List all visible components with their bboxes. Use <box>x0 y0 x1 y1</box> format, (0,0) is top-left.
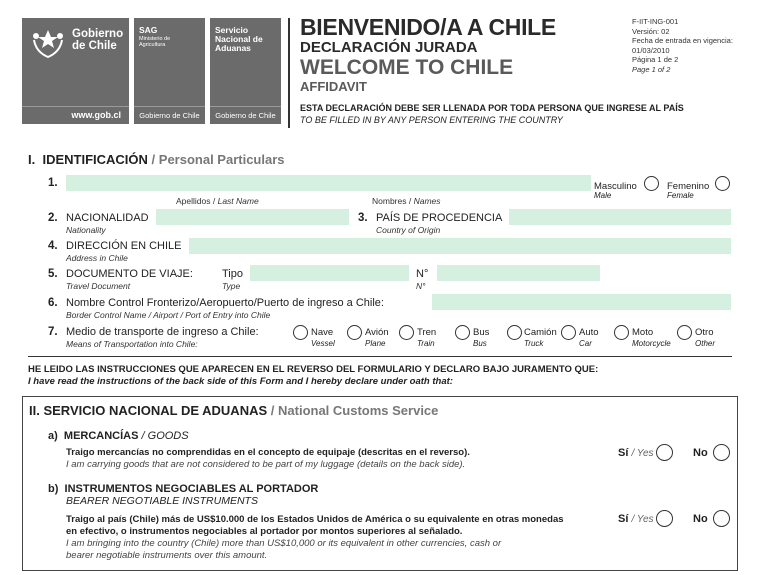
female-label-en: Female <box>667 191 694 200</box>
doc-type-field[interactable] <box>250 265 409 281</box>
page-es: Página 1 de 2 <box>632 55 679 64</box>
address-label-en: Address in Chile <box>66 253 128 263</box>
page-en: Page 1 of 2 <box>632 64 671 74</box>
country-origin-label-en: Country of Origin <box>376 225 441 235</box>
address-label: DIRECCIÓN EN CHILE <box>66 240 182 252</box>
transport-label-train-en: Train <box>417 339 435 348</box>
instruments-text-es-1: Traigo al país (Chile) más de US$10.000 de los Estados Unidos de América o su equivalente en otras monedas <box>66 514 564 525</box>
transport-label-plane: Avión <box>365 327 389 338</box>
instruments-text-en-1: I am bringing into the country (Chile) more than US$10,000 or its equivalent in other currencies, cash or <box>66 538 502 549</box>
aduanas-logo-name: Servicio Nacional de Aduanas <box>215 25 263 53</box>
goods-text-es: Traigo mercancías no comprendidas en el concepto de equipaje (descritas en el reverso). <box>66 447 470 458</box>
row3-number: 3. <box>358 212 368 224</box>
row5-number: 5. <box>48 268 58 280</box>
doc-number-field[interactable] <box>437 265 600 281</box>
transport-radio-other[interactable] <box>677 325 692 340</box>
doc-number-label-en: N° <box>416 281 426 291</box>
instruments-title: b) INSTRUMENTOS NEGOCIABLES AL PORTADOR <box>48 483 319 495</box>
transport-label-car-en: Car <box>579 339 592 348</box>
travel-doc-label: DOCUMENTO DE VIAJE: <box>66 268 193 280</box>
transport-label-plane-en: Plane <box>365 339 386 348</box>
female-label: Femenino <box>667 181 710 192</box>
instruments-no-label: No <box>693 513 708 525</box>
male-label: Masculino <box>594 181 637 192</box>
goods-no-label: No <box>693 447 708 459</box>
address-field[interactable] <box>189 238 731 254</box>
section2-title: II. SERVICIO NACIONAL DE ADUANAS / National Customs Service <box>29 403 439 418</box>
row4-number: 4. <box>48 240 58 252</box>
transport-label-car: Auto <box>579 327 599 338</box>
goods-text-en: I am carrying goods that are not considered to be part of my luggage (details on the back side). <box>66 459 466 470</box>
female-radio[interactable] <box>715 176 730 191</box>
country-origin-field[interactable] <box>509 209 731 225</box>
nationality-field[interactable] <box>156 209 349 225</box>
aduanas-logo-footer: Gobierno de Chile <box>215 111 276 120</box>
subtitle-en: AFFIDAVIT <box>300 79 367 94</box>
country-origin-label: PAÍS DE PROCEDENCIA <box>376 212 503 224</box>
section1-title: I. IDENTIFICACIÓN / Personal Particulars <box>28 152 285 167</box>
fill-note-en: TO BE FILLED IN BY ANY PERSON ENTERING THE COUNTRY <box>300 115 563 125</box>
gobierno-logo-name: Gobierno de Chile <box>72 28 124 52</box>
declaration-es: HE LEIDO LAS INSTRUCCIONES QUE APARECEN EN EL REVERSO DEL FORMULARIO Y DECLARO BAJO JURAMENTO QUE: <box>28 364 599 375</box>
border-control-label-en: Border Control Name / Airport / Port of Entry into Chile <box>66 310 271 320</box>
goods-title: a) MERCANCÍAS / GOODS <box>48 430 189 442</box>
row2-number: 2. <box>48 212 58 224</box>
transport-label-en: Means of Transportation into Chile: <box>66 339 198 349</box>
gobierno-logo <box>22 18 129 124</box>
document-meta <box>632 17 733 74</box>
form-version: Versión: 02 <box>632 26 670 36</box>
instruments-title-en: BEARER NEGOTIABLE INSTRUMENTS <box>66 495 258 507</box>
doc-type-label: Tipo <box>222 268 243 280</box>
transport-label-other-en: Other <box>695 339 716 348</box>
transport-radio-motorcycle[interactable] <box>614 325 629 340</box>
header-divider <box>288 18 290 128</box>
chile-crest-icon <box>30 26 66 60</box>
transport-label-train: Tren <box>417 327 437 338</box>
transport-label-bus: Bus <box>473 327 490 338</box>
transport-label: Medio de transporte de ingreso a Chile: <box>66 326 259 338</box>
travel-doc-label-en: Travel Document <box>66 281 131 291</box>
section1-divider <box>28 356 732 357</box>
transport-radio-vessel[interactable] <box>293 325 308 340</box>
row6-number: 6. <box>48 297 58 309</box>
transport-label-motorcycle-en: Motorcycle <box>632 339 671 348</box>
transport-radio-train[interactable] <box>399 325 414 340</box>
sag-logo <box>134 18 205 124</box>
effective-date: 01/03/2010 <box>632 45 670 55</box>
subtitle-es: DECLARACIÓN JURADA <box>300 39 478 56</box>
transport-radio-plane[interactable] <box>347 325 362 340</box>
nationality-label: NACIONALIDAD <box>66 212 149 224</box>
sag-logo-sub: Ministerio de Agricultura <box>139 36 171 48</box>
border-control-label: Nombre Control Fronterizo/Aeropuerto/Puerto de ingreso a Chile: <box>66 297 384 309</box>
first-name-label: Nombres / Names <box>372 196 441 206</box>
transport-label-other: Otro <box>695 327 714 338</box>
last-name-label: Apellidos / Last Name <box>176 196 259 206</box>
goods-no-radio[interactable] <box>713 444 730 461</box>
male-radio[interactable] <box>644 176 659 191</box>
transport-label-vessel-en: Vessel <box>311 339 335 348</box>
transport-label-truck: Camión <box>524 327 557 338</box>
gobierno-logo-url: www.gob.cl <box>71 110 121 120</box>
fill-note-es: ESTA DECLARACIÓN DEBE SER LLENADA POR TODA PERSONA QUE INGRESE AL PAÍS <box>300 103 684 113</box>
transport-radio-car[interactable] <box>561 325 576 340</box>
instruments-yes-label: Sí / Yes <box>618 513 654 525</box>
declaration-en: I have read the instructions of the back side of this Form and I hereby declare under oath that: <box>28 376 453 387</box>
transport-label-vessel: Nave <box>311 327 334 338</box>
instruments-no-radio[interactable] <box>713 510 730 527</box>
transport-label-bus-en: Bus <box>473 339 487 348</box>
doc-number-label: N° <box>416 268 429 280</box>
goods-yes-label: Sí / Yes <box>618 447 654 459</box>
form-code: F-IIT-ING-001 <box>632 17 679 26</box>
transport-radio-truck[interactable] <box>507 325 522 340</box>
sag-logo-footer: Gobierno de Chile <box>139 111 200 120</box>
doc-type-label-en: Type <box>222 281 241 291</box>
sag-logo-acronym: SAG <box>139 25 158 35</box>
transport-label-truck-en: Truck <box>524 339 544 348</box>
male-label-en: Male <box>594 191 612 200</box>
row7-number: 7. <box>48 326 58 338</box>
row1-number: 1. <box>48 177 58 189</box>
instruments-yes-radio[interactable] <box>656 510 673 527</box>
border-control-field[interactable] <box>432 294 731 310</box>
nationality-label-en: Nationality <box>66 225 106 235</box>
instruments-text-es-2: en efectivo, o instrumentos negociables al portador por montos superiores al señalado. <box>66 526 463 537</box>
instruments-text-en-2: bearer negotiable instruments over this amount. <box>66 550 268 561</box>
goods-yes-radio[interactable] <box>656 444 673 461</box>
aduanas-logo <box>210 18 281 124</box>
title-es: BIENVENIDO/A A CHILE <box>300 14 556 40</box>
name-field[interactable] <box>66 175 591 191</box>
effective-date-label: Fecha de entrada en vigencia: <box>632 36 733 45</box>
transport-label-motorcycle: Moto <box>632 327 654 338</box>
title-en: WELCOME TO CHILE <box>300 56 514 79</box>
transport-radio-bus[interactable] <box>455 325 470 340</box>
